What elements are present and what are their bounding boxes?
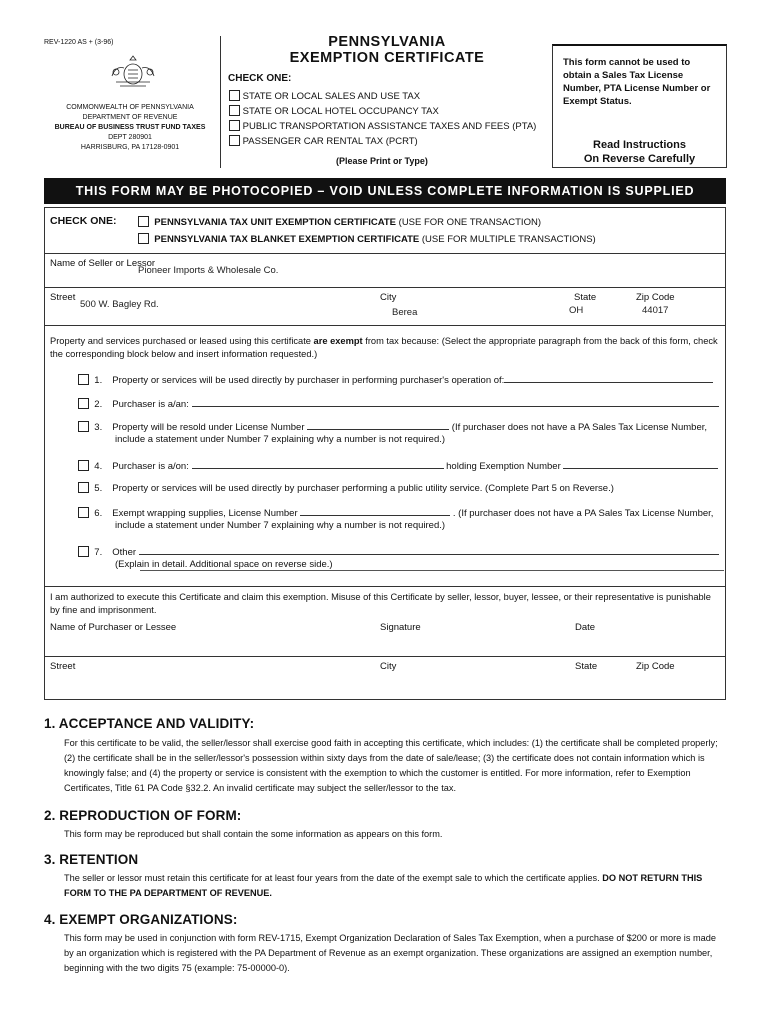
cert-type-list bbox=[138, 214, 596, 248]
read-instructions bbox=[553, 138, 726, 166]
tax-type-label-item: PASSENGER CAR RENTAL TAX (PCRT) bbox=[242, 136, 418, 147]
tax-type-checkbox[interactable] bbox=[229, 135, 240, 146]
reason-3 bbox=[78, 419, 707, 434]
reason-text: Purchaser is a/on: bbox=[112, 461, 189, 472]
reason-1-checkbox[interactable] bbox=[78, 374, 89, 385]
reason-6-continued: include a statement under Number 7 explaining why a number is not required.) bbox=[115, 520, 446, 531]
print-note: (Please Print or Type) bbox=[336, 156, 428, 166]
tax-type-label: CHECK ONE: bbox=[228, 73, 292, 84]
reason-number: 2. bbox=[94, 399, 103, 410]
read-instructions-line: Read Instructions bbox=[593, 139, 686, 151]
divider bbox=[44, 656, 726, 657]
reason-number: 3. bbox=[94, 422, 103, 433]
agency-line: COMMONWEALTH OF PENNSYLVANIA bbox=[66, 104, 194, 111]
photocopy-banner: THIS FORM MAY BE PHOTOCOPIED – VOID UNLESS COMPLETE INFORMATION IS SUPPLIED bbox=[44, 178, 726, 204]
divider bbox=[44, 287, 726, 288]
purchaser-org-field[interactable] bbox=[192, 458, 444, 469]
agency-block bbox=[40, 103, 220, 153]
tax-type-label-item: STATE OR LOCAL SALES AND USE TAX bbox=[242, 91, 421, 102]
other-explanation-line[interactable] bbox=[140, 570, 724, 571]
reason-text: holding Exemption Number bbox=[446, 461, 561, 472]
reason-text: Property or services will be used directly by purchaser in performing purchaser's operation of: bbox=[112, 375, 505, 386]
reason-4 bbox=[78, 458, 718, 473]
tax-type-list bbox=[229, 89, 536, 149]
reason-6-checkbox[interactable] bbox=[78, 507, 89, 518]
date-label: Date bbox=[575, 622, 596, 633]
section-text: For this certificate to be valid, the seller/lessor shall exercise good faith in accepting this certificate, which includes: (1) the certificate shall be completed properly; (2) the certificate shall be in the seller/lessor's possession within sixty days from the date of sale/lease; (3) the certificate does not contain information which is knowingly false; and (4) the property or service is consistent with the exemption to which the customer is entitled. For more information, refer to Exemption Certificates, Title 61 PA Code §32.2. An invalid certificate may subject the seller/lessor to the tax. bbox=[64, 738, 718, 793]
reason-text: . (If purchaser does not have a PA Sales Tax License Number, bbox=[452, 508, 714, 519]
header-divider bbox=[220, 36, 221, 168]
section-heading: 4. EXEMPT ORGANIZATIONS: bbox=[44, 912, 238, 927]
section-text: This form may be used in conjunction with form REV-1715, Exempt Organization Declaration of Sales Tax Exemption, when a purchase of $200 or more is made by an organization which is registered with the PA Department of Revenue as an exempt organization. These organizations are assigned an exemption number, beginning with the two digits 75 (example: 75-00000-0). bbox=[64, 933, 716, 973]
read-instructions-line: On Reverse Carefully bbox=[583, 153, 696, 165]
reason-number: 1. bbox=[94, 375, 103, 386]
date-field[interactable] bbox=[573, 634, 723, 654]
reason-text: (If purchaser does not have a PA Sales Tax License Number, bbox=[451, 422, 708, 433]
tax-type-checkbox[interactable] bbox=[229, 105, 240, 116]
intro-text: Property and services purchased or leased using this certificate bbox=[50, 336, 314, 346]
agency-line: DEPT 280901 bbox=[108, 134, 152, 141]
tax-type-label-item: STATE OR LOCAL HOTEL OCCUPANCY TAX bbox=[242, 106, 439, 117]
page-title bbox=[230, 34, 544, 66]
section-emphasis: DO NOT RETURN THIS FORM TO THE PA DEPARTMENT OF REVENUE. bbox=[64, 873, 703, 898]
reason-6 bbox=[78, 505, 713, 520]
operation-field[interactable] bbox=[504, 372, 713, 383]
divider bbox=[44, 325, 726, 326]
signature-field[interactable] bbox=[378, 634, 570, 654]
title-line: PENNSYLVANIA bbox=[328, 34, 446, 50]
exemption-number-field[interactable] bbox=[563, 458, 718, 469]
unit-cert-checkbox[interactable] bbox=[138, 216, 149, 227]
purchaser-zip-label: Zip Code bbox=[636, 661, 675, 672]
agency-line: BUREAU OF BUSINESS TRUST FUND TAXES bbox=[54, 124, 206, 131]
seller-zip-label: Zip Code bbox=[636, 292, 675, 303]
purchaser-street-field[interactable] bbox=[48, 674, 376, 696]
reason-number: 7. bbox=[94, 547, 103, 558]
authorization-statement: I am authorized to execute this Certificate and claim this exemption. Misuse of this Certificate by seller, lessor, buyer, lessee, or their representative is punishable by fine and imprisonment. bbox=[50, 592, 711, 615]
reason-3-continued: include a statement under Number 7 explaining why a number is not required.) bbox=[115, 434, 446, 445]
section-text: The seller or lessor must retain this certificate for at least four years from the date of the exempt sale to which the certificate applies. bbox=[64, 873, 603, 883]
cert-type-name: PENNSYLVANIA TAX UNIT EXEMPTION CERTIFICATE bbox=[154, 217, 397, 228]
seller-name-field[interactable]: Pioneer Imports & Wholesale Co. bbox=[138, 265, 279, 276]
seller-city-field[interactable]: Berea bbox=[392, 307, 418, 318]
notice-text: This form cannot be used to obtain a Sales Tax License Number, PTA License Number or Exempt Status. bbox=[563, 57, 711, 107]
section-body bbox=[64, 871, 724, 901]
reason-4-checkbox[interactable] bbox=[78, 460, 89, 471]
wrapping-license-field[interactable] bbox=[300, 505, 450, 516]
purchaser-city-label: City bbox=[380, 661, 397, 672]
seller-state-field[interactable]: OH bbox=[569, 305, 584, 316]
title-line: EXEMPTION CERTIFICATE bbox=[289, 50, 485, 66]
purchaser-state-field[interactable] bbox=[573, 674, 631, 696]
reason-number: 6. bbox=[94, 508, 103, 519]
purchaser-city-field[interactable] bbox=[378, 674, 570, 696]
purchaser-zip-field[interactable] bbox=[633, 674, 723, 696]
section-body bbox=[64, 736, 724, 796]
reason-text: Exempt wrapping supplies, License Number bbox=[112, 508, 298, 519]
tax-type-label-item: PUBLIC TRANSPORTATION ASSISTANCE TAXES AND FEES (PTA) bbox=[242, 121, 537, 132]
reason-7-checkbox[interactable] bbox=[78, 546, 89, 557]
seller-city-label: City bbox=[380, 292, 397, 303]
cert-type-label: CHECK ONE: bbox=[50, 215, 117, 227]
section-heading: 2. REPRODUCTION OF FORM: bbox=[44, 808, 242, 823]
purchaser-name-field[interactable] bbox=[48, 634, 376, 654]
intro-text: from tax because: (Select the appropriate paragraph from the back of this form, check the corresponding block below and insert information requested.) bbox=[50, 336, 718, 359]
reason-5 bbox=[78, 482, 614, 495]
form-id: REV-1220 AS + (3-96) bbox=[44, 39, 114, 46]
reason-text: Property will be resold under License Number bbox=[112, 422, 305, 433]
reason-text: Other bbox=[112, 547, 137, 558]
seller-zip-field[interactable]: 44017 bbox=[642, 305, 669, 316]
reason-2 bbox=[78, 396, 719, 411]
reason-5-checkbox[interactable] bbox=[78, 482, 89, 493]
seller-state-label: State bbox=[574, 292, 597, 303]
agency-line: DEPARTMENT OF REVENUE bbox=[82, 114, 178, 121]
notice-box bbox=[552, 44, 727, 168]
signature-label: Signature bbox=[380, 622, 421, 633]
resale-license-field[interactable] bbox=[307, 419, 449, 430]
reason-7 bbox=[78, 544, 719, 559]
section-body bbox=[64, 827, 724, 842]
state-seal-icon bbox=[108, 54, 158, 90]
purchaser-type-field[interactable] bbox=[192, 396, 719, 407]
agency-line: HARRISBURG, PA 17128-0901 bbox=[80, 144, 180, 151]
blanket-cert-checkbox[interactable] bbox=[138, 233, 149, 244]
cert-type-name: PENNSYLVANIA TAX BLANKET EXEMPTION CERTIFICATE bbox=[154, 234, 420, 245]
section-heading: 3. RETENTION bbox=[44, 852, 139, 867]
section-heading: 1. ACCEPTANCE AND VALIDITY: bbox=[44, 716, 255, 731]
other-explanation-field[interactable] bbox=[139, 544, 719, 555]
cert-type-note: (USE FOR ONE TRANSACTION) bbox=[396, 217, 541, 228]
purchaser-name-label: Name of Purchaser or Lessee bbox=[50, 622, 177, 633]
reason-text: Purchaser is a/an: bbox=[112, 399, 189, 410]
intro-emphasis: are exempt bbox=[313, 336, 363, 346]
seller-name-label: Name of Seller or Lessor bbox=[50, 258, 156, 269]
reason-number: 4. bbox=[94, 461, 103, 472]
reason-3-checkbox[interactable] bbox=[78, 421, 89, 432]
exemption-intro bbox=[50, 335, 722, 361]
reason-number: 5. bbox=[94, 483, 103, 494]
purchaser-street-label: Street bbox=[50, 661, 76, 672]
tax-type-checkbox[interactable] bbox=[229, 120, 240, 131]
reason-7-note: (Explain in detail. Additional space on reverse side.) bbox=[115, 559, 333, 570]
divider bbox=[44, 253, 726, 254]
seller-street-label: Street bbox=[50, 292, 76, 303]
cert-type-note: (USE FOR MULTIPLE TRANSACTIONS) bbox=[419, 234, 596, 245]
section-text: This form may be reproduced but shall contain the some information as appears on this form. bbox=[64, 829, 443, 839]
reason-2-checkbox[interactable] bbox=[78, 398, 89, 409]
reason-1 bbox=[78, 372, 713, 387]
divider bbox=[44, 586, 726, 587]
purchaser-state-label: State bbox=[575, 661, 598, 672]
section-body bbox=[64, 931, 724, 976]
seller-street-field[interactable]: 500 W. Bagley Rd. bbox=[80, 299, 159, 310]
tax-type-checkbox[interactable] bbox=[229, 90, 240, 101]
reason-text: Property or services will be used directly by purchaser performing a public utility service. (Complete Part 5 on Reverse.) bbox=[112, 483, 614, 494]
